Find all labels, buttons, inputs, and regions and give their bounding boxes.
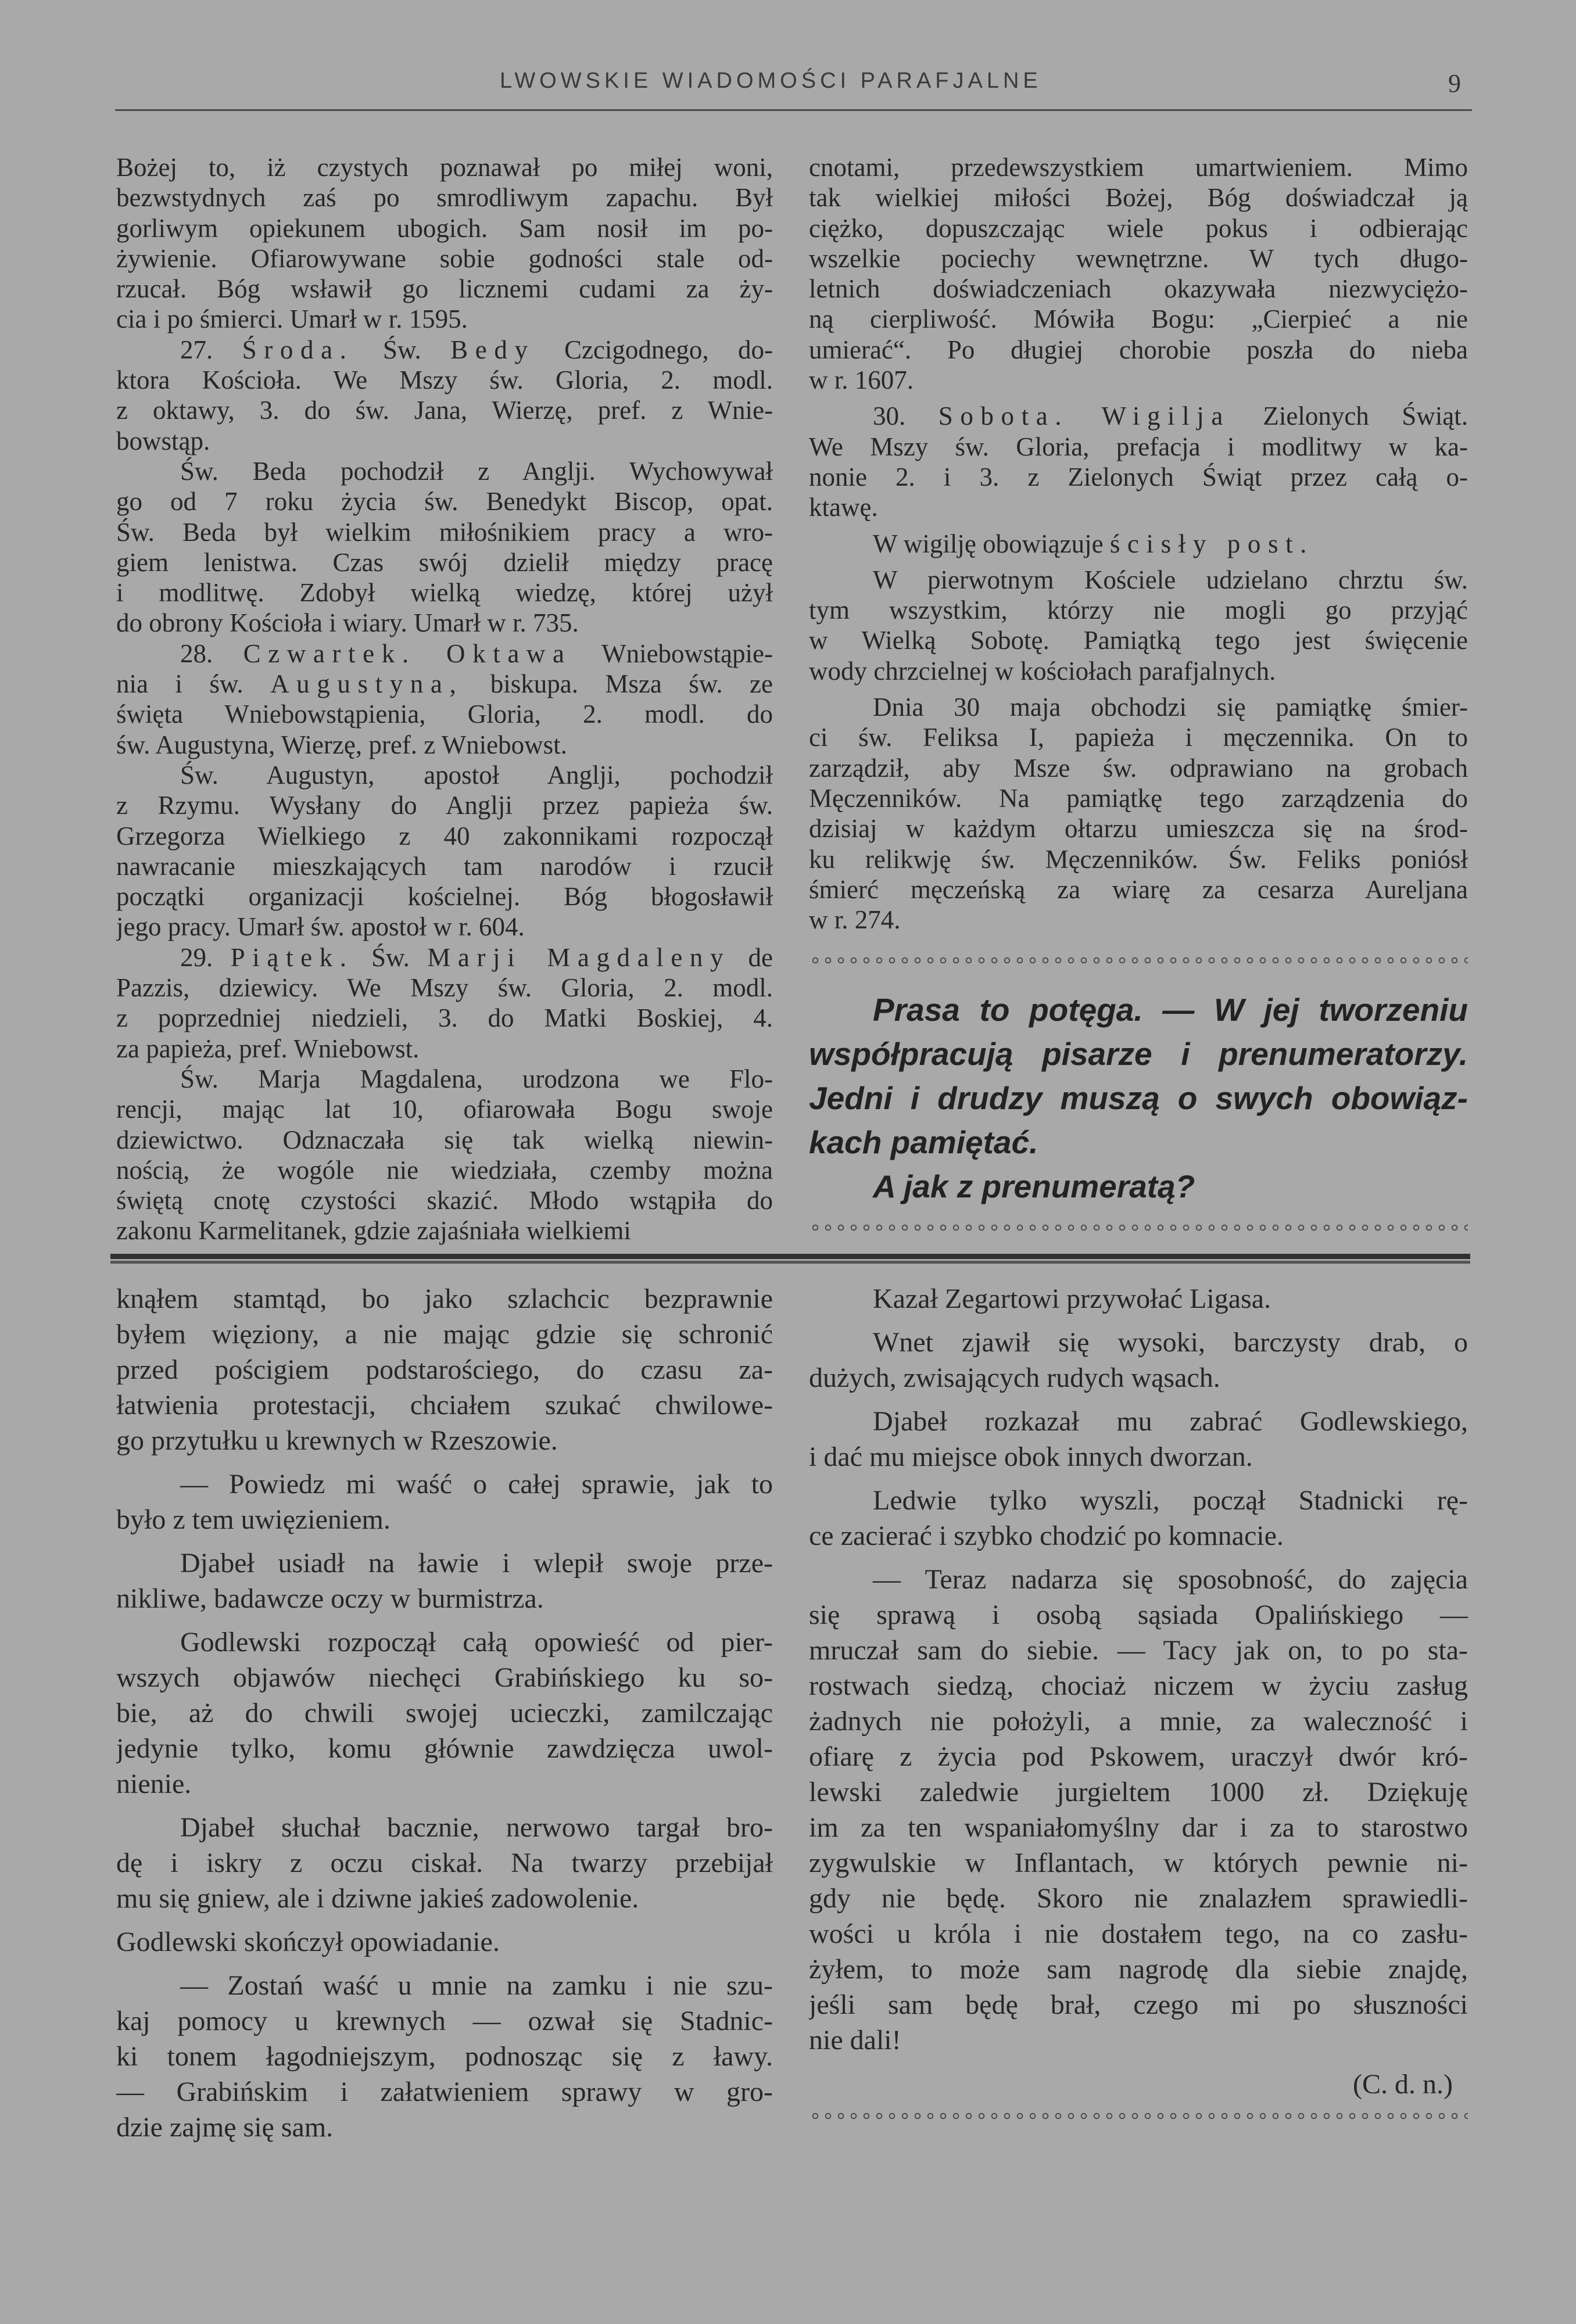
text-segment: W wigilję obowiązuje xyxy=(873,529,1110,558)
text-line: świętą cnotę czystości skazić. Młodo wstąpiła do xyxy=(116,1186,773,1215)
text-line: Św. Augustyn, apostoł Anglji, pochodził xyxy=(180,760,773,790)
spaced-emphasis: Augustyna, xyxy=(270,669,464,699)
text-line: ktawę. xyxy=(809,493,878,522)
column-top-left xyxy=(116,152,773,1246)
text-line: rostwach siedzą, chociaż niczem w życiu zasług xyxy=(809,1670,1468,1701)
text-segment: 29. xyxy=(180,942,231,972)
text-line: Św. Beda pochodził z Anglji. Wychowywał xyxy=(180,456,773,486)
text-line: ną cierpliwość. Mówiła Bogu: „Cierpieć a nie xyxy=(809,304,1468,334)
text-line: przed pościgiem podstarościego, do czasu za- xyxy=(116,1354,773,1385)
text-line xyxy=(116,335,773,365)
text-line: go przytułku u krewnych w Rzeszowie. xyxy=(116,1425,558,1456)
text-line: — Zostań waść u mnie na zamku i nie szu- xyxy=(180,1970,773,2001)
text-segment: Św. xyxy=(353,335,451,364)
text-line: Djabeł usiadł na ławie i wlepił swoje prze- xyxy=(180,1548,773,1579)
text-line: nie dali! xyxy=(809,2025,901,2056)
text-line: giem lenistwa. Czas swój dzielił między pracę xyxy=(116,547,773,577)
text-line: Św. Beda był wielkim miłośnikiem pracy a wro- xyxy=(116,517,773,547)
text-line: św. Augustyna, Wierzę, pref. z Wniebowst. xyxy=(116,730,567,759)
notice-line: Prasa to potęga. — W jej tworzeniu xyxy=(873,992,1468,1028)
paragraph xyxy=(809,529,1468,559)
text-line: mruczał sam do siebie. — Tacy jak on, to po sta- xyxy=(809,1635,1468,1666)
text-line: Pazzis, dziewicy. We Mszy św. Gloria, 2. modl. xyxy=(116,973,773,1003)
text-line: się sprawą i osobą sąsiada Opalińskiego — xyxy=(809,1599,1468,1630)
text-line: gdy nie będę. Skoro nie znalazłem sprawiedli- xyxy=(809,1883,1468,1914)
column-bottom-left xyxy=(116,1281,773,2145)
paragraph xyxy=(116,456,773,639)
text-line: Godlewski rozpoczął całą opowieść od pier- xyxy=(180,1627,773,1658)
text-line: ku relikwję św. Męczenników. Św. Feliks poniósł xyxy=(809,844,1468,874)
running-header-title: LWOWSKIE WIADOMOŚCI PARAFJALNE xyxy=(500,69,1042,93)
text-line: nonie 2. i 3. z Zielonych Świąt przez całą o- xyxy=(809,462,1468,492)
text-line: Ledwie tylko wyszli, począł Stadnicki rę- xyxy=(873,1485,1468,1516)
text-line: ktora Kościoła. We Mszy św. Gloria, 2. modl. xyxy=(116,365,773,395)
text-line: Djabeł rozkazał mu zabrać Godlewskiego, xyxy=(873,1406,1468,1437)
text-line: lewski zaledwie jurgieltem 1000 zł. Dziękuję xyxy=(809,1777,1468,1807)
text-line: z Rzymu. Wysłany do Anglji przez papieża św. xyxy=(116,791,773,820)
text-line: śmierć męczeńską za wiarę za cesarza Aureljana xyxy=(809,874,1468,904)
text-line xyxy=(116,669,773,699)
paragraph xyxy=(116,1968,773,2145)
text-line: — Grabińskim i załatwieniem sprawy w gro- xyxy=(116,2076,773,2107)
text-segment: 27. xyxy=(180,335,242,364)
text-segment: 30. xyxy=(873,401,939,431)
text-segment: biskupa. Msza św. ze xyxy=(463,669,773,699)
text-segment: nia i św. xyxy=(116,669,271,699)
paragraph xyxy=(116,335,773,456)
text-line: mu się gniew, ale i dziwne jakieś zadowolenie. xyxy=(116,1883,639,1914)
text-line: zakonu Karmelitanek, gdzie zajaśniała wielkiemi xyxy=(116,1216,631,1246)
page-number: 9 xyxy=(1448,69,1461,98)
paragraph xyxy=(809,1483,1468,1554)
paragraph xyxy=(116,639,773,760)
spaced-emphasis: Środa. xyxy=(242,335,354,364)
text-line: rzucał. Bóg wsławił go licznemi cudami za ży- xyxy=(116,274,773,304)
text-line: im za ten wspaniałomyślny dar i za to starostwo xyxy=(809,1812,1468,1843)
paragraph xyxy=(116,1810,773,1916)
text-line: w Wielką Sobotę. Pamiątką tego jest święcenie xyxy=(809,626,1468,655)
text-line: Dnia 30 maja obchodzi się pamiątkę śmier- xyxy=(873,693,1468,722)
paragraph xyxy=(809,152,1468,395)
spaced-emphasis: Oktawa xyxy=(446,639,572,668)
notice-line: A jak z prenumeratą? xyxy=(873,1168,1195,1204)
text-line: bowstąp. xyxy=(116,426,210,456)
paragraph xyxy=(116,1281,773,1458)
text-line: zarządził, aby Msze św. odprawiano na grobach xyxy=(809,753,1468,783)
paragraph xyxy=(809,565,1468,686)
notice-line: kach pamiętać. xyxy=(809,1124,1038,1160)
paragraph xyxy=(116,1924,773,1960)
text-line: Kazał Zegartowi przywołać Ligasa. xyxy=(873,1283,1271,1314)
paragraph xyxy=(116,152,773,335)
text-line: żadnych nie położyli, a mnie, za waleczność i xyxy=(809,1706,1468,1737)
text-line: ofiarę z życia pod Pskowem, uraczył dwór kró- xyxy=(809,1741,1468,1772)
text-line: jeśli sam będę brał, czego mi po słuszności xyxy=(809,1989,1468,2020)
column-top-right xyxy=(809,152,1468,935)
text-line: dziewictwo. Odznaczała się tak wielką niewin- xyxy=(116,1125,773,1154)
text-line: nikliwe, badawcze oczy w burmistrza. xyxy=(116,1583,544,1614)
notice-line: współpracują pisarze i prenumeratorzy. xyxy=(809,1036,1468,1072)
text-segment: Wniebowstąpie- xyxy=(571,639,773,668)
text-line: byłem więziony, a nie mając gdzie się schronić xyxy=(116,1319,773,1350)
text-line: za papieża, pref. Wniebowst. xyxy=(116,1034,420,1063)
text-line: w r. 1607. xyxy=(809,365,914,395)
text-line: nością, że wogóle nie wiedziała, czemby można xyxy=(116,1155,773,1185)
column-bottom-right xyxy=(809,1281,1468,2058)
text-line: W pierwotnym Kościele udzielano chrztu św. xyxy=(873,565,1468,594)
text-line: ci św. Feliksa I, papieża i męczennika. On to xyxy=(809,723,1468,752)
ornamental-divider xyxy=(809,956,1468,964)
text-line: dzie zajmę się sam. xyxy=(116,2112,334,2143)
text-line: ce zacierać i szybko chodzić po komnacie. xyxy=(809,1520,1284,1551)
paragraph xyxy=(116,1545,773,1616)
text-line: tak wielkiej miłości Bożej, Bóg doświadczał ją xyxy=(809,183,1468,213)
text-line: letnich doświadczeniach okazywała niezwyciężo- xyxy=(809,274,1468,304)
text-line: gorliwym opiekunem ubogich. Sam nosił im po- xyxy=(116,213,773,243)
paragraph xyxy=(809,1281,1468,1317)
ornamental-divider xyxy=(809,2112,1468,2120)
text-line: Bożej to, iż czystych poznawał po miłej woni, xyxy=(116,153,773,182)
text-line: łatwienia protestacji, chciałem szukać chwilowe- xyxy=(116,1390,773,1421)
text-line xyxy=(116,639,773,669)
text-line: i dać mu miejsce obok innych dworzan. xyxy=(809,1441,1253,1472)
paragraph xyxy=(116,1064,773,1246)
text-line: wszych objawów niechęci Grabińskiego ku so- xyxy=(116,1662,773,1693)
text-line: rencji, mając lat 10, ofiarowała Bogu swoje xyxy=(116,1095,773,1124)
section-rule xyxy=(110,1254,1470,1261)
paragraph xyxy=(809,692,1468,935)
text-line: cia i po śmierci. Umarł w r. 1595. xyxy=(116,304,468,334)
text-line xyxy=(116,942,773,973)
text-line: Grzegorza Wielkiego z 40 zakonnikami rozpoczął xyxy=(116,821,773,851)
text-line: dużych, zwisających rudych wąsach. xyxy=(809,1362,1220,1393)
text-line: Męczenników. Na pamiątkę tego zarządzenia do xyxy=(809,783,1468,813)
text-line: początki organizacji kościelnej. Bóg błogosławił xyxy=(116,882,773,912)
spaced-emphasis: Bedy xyxy=(450,335,535,364)
text-line: nawracanie mieszkających tam narodów i rzucił xyxy=(116,851,773,881)
text-segment: Zielonych Świąt. xyxy=(1230,401,1468,431)
text-line: wody chrzcielnej w kościołach parafjalnych. xyxy=(809,656,1276,686)
text-segment: 28. xyxy=(180,639,243,668)
text-line: ciężko, dopuszczając wiele pokus i odbierając xyxy=(809,213,1468,243)
text-line: Godlewski skończył opowiadanie. xyxy=(116,1927,500,1957)
text-segment xyxy=(416,639,446,668)
text-line: umierać“. Po długiej chorobie poszła do nieba xyxy=(809,335,1468,364)
text-line: zygwulskie w Inflantach, w których pewnie ni- xyxy=(809,1848,1468,1878)
text-line: Św. Marja Magdalena, urodzona we Flo- xyxy=(180,1064,773,1093)
paragraph xyxy=(116,760,773,942)
spaced-emphasis: Czwartek. xyxy=(243,639,416,668)
spaced-emphasis: Piątek. xyxy=(230,942,354,972)
subscription-notice xyxy=(809,988,1468,1208)
notice-line: Jedni i drudzy muszą o swych obowiąz- xyxy=(809,1080,1468,1116)
text-line: go od 7 roku życia św. Benedykt Biscop, opat. xyxy=(116,487,773,517)
text-line: Wnet zjawił się wysoki, barczysty drab, o xyxy=(873,1327,1468,1358)
text-line: tym wszystkim, którzy nie mogli go przyjąć xyxy=(809,596,1468,625)
text-line: do obrony Kościoła i wiary. Umarł w r. 735. xyxy=(116,608,579,638)
text-line: We Mszy św. Gloria, prefacja i modlitwy w ka- xyxy=(809,432,1468,461)
text-line: dę i iskry z oczu ciskał. Na twarzy przebijał xyxy=(116,1848,773,1878)
text-segment: Św. xyxy=(353,942,428,972)
text-line: jedynie tylko, komu głównie zawdzięcza uwol- xyxy=(116,1733,773,1764)
text-line: bezwstydnych zaś po smrodliwym zapachu. Był xyxy=(116,183,773,213)
header-rule xyxy=(115,109,1472,111)
text-line: żywienie. Ofiarowywane sobie godności stale od- xyxy=(116,243,773,273)
text-line: w r. 274. xyxy=(809,905,901,935)
text-line: — Powiedz mi waść o całej sprawie, jak to xyxy=(180,1469,773,1500)
paragraph xyxy=(809,1562,1468,2058)
text-line: cnotami, przedewszystkiem umartwieniem. Mimo xyxy=(809,153,1468,182)
to-be-continued: (C. d. n.) xyxy=(1353,2069,1453,2100)
paragraph xyxy=(116,942,773,1064)
paragraph xyxy=(116,1466,773,1537)
spaced-emphasis: Sobota. xyxy=(938,401,1069,431)
text-segment xyxy=(1069,401,1101,431)
text-line: wszelkie pociechy wewnętrzne. W tych długo- xyxy=(809,243,1468,273)
paragraph xyxy=(809,1404,1468,1475)
text-segment: de xyxy=(730,942,773,972)
text-line: wości u króla i nie dostałem tego, na co zasłu- xyxy=(809,1918,1468,1949)
ornamental-divider xyxy=(809,1224,1468,1232)
text-line: było z tem uwięzieniem. xyxy=(116,1504,391,1535)
text-line: żyłem, to może sam nagrodę dla siebie znajdę, xyxy=(809,1954,1468,1985)
text-line xyxy=(809,529,1468,559)
text-line: święta Wniebowstąpienia, Gloria, 2. modl. do xyxy=(116,700,773,729)
text-line: nienie. xyxy=(116,1769,192,1799)
text-line: Djabeł słuchał bacznie, nerwowo targał bro- xyxy=(180,1812,773,1843)
text-line: z poprzedniej niedzieli, 3. do Matki Boskiej, 4. xyxy=(116,1003,773,1033)
text-segment: Czcigodnego, do- xyxy=(535,335,773,364)
text-line: — Teraz nadarza się sposobność, do zajęcia xyxy=(873,1564,1468,1595)
spaced-emphasis: Wigilja xyxy=(1101,401,1230,431)
spaced-emphasis: ścisły post. xyxy=(1109,529,1314,558)
spaced-emphasis: Marji Magdaleny xyxy=(427,942,731,972)
text-line: z oktawy, 3. do św. Jana, Wierzę, pref. z Wnie- xyxy=(116,396,773,425)
paragraph xyxy=(809,401,1468,522)
text-line: ki tonem łagodniejszym, podnosząc się z ławy. xyxy=(116,2041,773,2072)
text-line: knąłem stamtąd, bo jako szlachcic bezprawnie xyxy=(116,1283,773,1314)
text-line: i modlitwę. Zdobył wielką wiedzę, której użył xyxy=(116,578,773,608)
text-line: jego pracy. Umarł św. apostoł w r. 604. xyxy=(116,912,525,942)
text-line xyxy=(809,401,1468,431)
paragraph xyxy=(116,1624,773,1802)
paragraph xyxy=(809,1325,1468,1396)
text-line: bie, aż do chwili swojej ucieczki, zamilczając xyxy=(116,1698,773,1728)
text-line: kaj pomocy u krewnych — ozwał się Stadnic- xyxy=(116,2006,773,2036)
text-line: dzisiaj w każdym ołtarzu umieszcza się na środ- xyxy=(809,814,1468,844)
